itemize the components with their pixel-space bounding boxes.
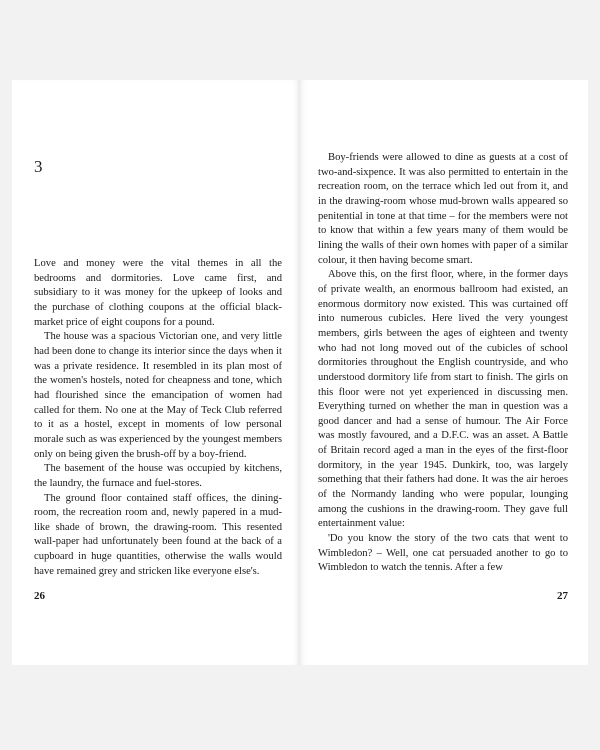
paragraph: Love and money were the vital themes in all the bedrooms and dormitories. Love came first, and subsidiary to it was money for the upkeep of looks and the purchase of clothing coupons at the official black-market price of eight coupons for a pound. xyxy=(34,258,282,328)
book-spread xyxy=(12,80,588,665)
paragraph: The house was a spacious Victorian one, and very little had been done to change its interior since the days when it was a private residence. It resembled in its plan most of the women's hostels, noted for cheapness and tone, which had flourished since the emancipation of women had called for them. No one at the May of Teck Club referred to it as a hostel, except in moments of low personal morale such as was experienced by the youngest members only on being given the brush-off by a boy-friend. xyxy=(34,331,282,460)
page-number: 27 xyxy=(557,590,568,602)
right-page xyxy=(300,80,588,665)
paragraph: 'Do you know the story of the two cats that went to Wimbledon? – Well, one cat persuaded another to go to Wimbledon to watch the tennis. After a few xyxy=(318,533,568,574)
paragraph: Boy-friends were allowed to dine as guests at a cost of two-and-sixpence. It was also permitted to entertain in the recreation room, on the terrace which led out from it, and in the drawing-room whose mud-brown walls appeared so penitential in tone at that time – for the members were not to know that within a few years many of them would be lining the walls of their own homes with paper of a similar colour, it then having become smart. xyxy=(318,152,568,266)
paragraph: The ground floor contained staff offices, the dining-room, the recreation room and, newly papered in a mud-like shade of brown, the drawing-room. This resented wall-paper had unfortunately been found at the back of a cupboard in huge quantities, otherwise the walls would have remained grey and stricken like everyone else's. xyxy=(34,492,282,577)
paragraph: The basement of the house was occupied by kitchens, the laundry, the furnace and fuel-stores. xyxy=(34,463,282,489)
page-number: 26 xyxy=(34,590,45,602)
right-page-body xyxy=(318,151,568,576)
left-page xyxy=(12,80,300,665)
left-page-body xyxy=(34,257,282,579)
chapter-number: 3 xyxy=(34,157,43,176)
paragraph: Above this, on the first floor, where, in the former days of private wealth, an enormous ballroom had existed, an enormous dormitory now existed. This was curtained off into numerous cubicles. Here lived the very youngest members, girls between the ages of eighteen and twenty who had not long moved out of the cubicles of school dormitories throughout the English countryside, and who understood dormitory life from start to finish. The girls on this floor were not yet experienced in discussing men. Everything turned on whether the man in question was a good dancer and had a sense of humour. The Air Force was mostly favoured, and a D.F.C. was an asset. A Battle of Britain record aged a man in the eyes of the first-floor dormitory, in the year 1945. Dunkirk, too, was largely something that their fathers had done. It was the air heroes of the Normandy landing who were popular, lounging among the cushions in the drawing-room. They gave full entertainment value: xyxy=(318,269,568,530)
